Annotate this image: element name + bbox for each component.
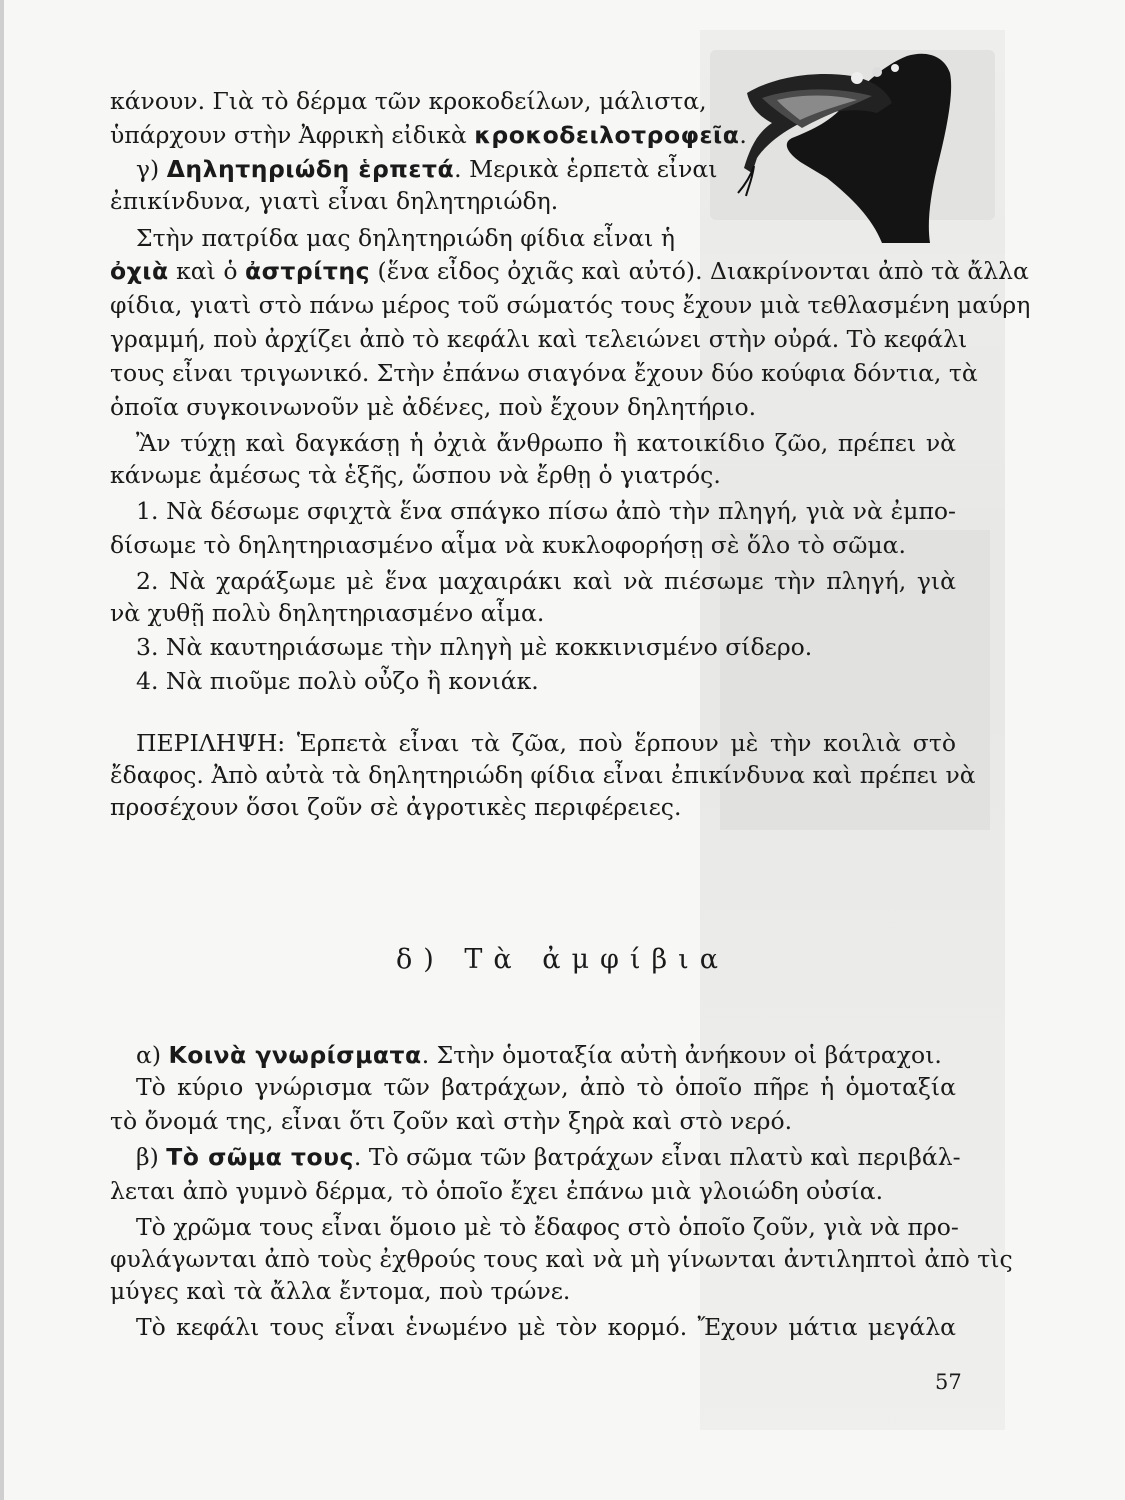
text-segment: . Μερικὰ ἑρπετὰ εἶναι [454, 155, 718, 183]
text-segment: καὶ ὁ [176, 257, 238, 285]
list-marker: α) [136, 1041, 162, 1069]
summary-line: προσέχουν ὅσοι ζοῦν σὲ ἀγροτικὲς περιφέρειες. [110, 793, 682, 821]
text-segment: . Στὴν ὁμοταξία αὐτὴ ἀνήκουν οἱ βάτραχοι. [421, 1041, 942, 1069]
list-item: 3. Νὰ καυτηριάσωμε τὴν πληγὴ μὲ κοκκινισμένο σίδερο. [136, 633, 813, 661]
summary-line: ΠΕΡΙΛΗΨΗ: Ἑρπετὰ εἶναι τὰ ζῶα, ποὺ ἕρπουν μὲ τὴν κοιλιὰ στὸ [136, 729, 956, 757]
text-line [110, 256, 1029, 286]
text-line: νὰ χυθῇ πολὺ δηλητηριασμένο αἷμα. [110, 599, 545, 627]
text-line: φυλάγωνται ἀπὸ τοὺς ἐχθρούς τους καὶ νὰ μὴ γίνωνται ἀντιληπτοὶ ἀπὸ τὶς [110, 1245, 1013, 1273]
bold-term: Δηλητηριώδη ἑρπετά [166, 155, 455, 183]
text-line: δίσωμε τὸ δηλητηριασμένο αἷμα νὰ κυκλοφορήσῃ σὲ ὅλο τὸ σῶμα. [110, 531, 907, 559]
text-line [110, 120, 747, 150]
text-line: φίδια, γιατὶ στὸ πάνω μέρος τοῦ σώματός τους ἔχουν μιὰ τεθλασμένη μαύρη [110, 291, 1031, 319]
text-segment: . [739, 121, 747, 149]
bold-term: ἀστρίτης [244, 257, 371, 285]
text-line: γραμμή, ποὺ ἀρχίζει ἀπὸ τὸ κεφάλι καὶ τελειώνει στὴν οὐρά. Τὸ κεφάλι [110, 325, 968, 353]
text-segment: ὑπάρχουν στὴν Ἀφρικὴ εἰδικὰ [110, 121, 467, 149]
snake-head-illustration [732, 48, 954, 243]
text-line: ὁποῖα συγκοινωνοῦν μὲ ἀδένες, ποὺ ἔχουν δηλητήριο. [110, 393, 757, 421]
text-line [136, 1040, 942, 1070]
list-marker: β) [136, 1143, 159, 1171]
text-line: Τὸ κύριο γνώρισμα τῶν βατράχων, ἀπὸ τὸ ὁποῖο πῆρε ἡ ὁμοταξία [136, 1073, 956, 1101]
bold-term: Τὸ σῶμα τους [166, 1143, 354, 1171]
text-line: Τὸ κεφάλι τους εἶναι ἑνωμένο μὲ τὸν κορμό. Ἔχουν μάτια μεγάλα [136, 1313, 956, 1341]
list-item: 1. Νὰ δέσωμε σφιχτὰ ἕνα σπάγκο πίσω ἀπὸ τὴν πληγή, γιὰ νὰ ἐμπο- [136, 497, 956, 525]
text-line [136, 154, 718, 184]
text-line: τους εἶναι τριγωνικό. Στὴν ἐπάνω σιαγόνα ἔχουν δύο κούφια δόντια, τὰ [110, 359, 978, 387]
text-segment: . Τὸ σῶμα τῶν βατράχων εἶναι πλατὺ καὶ περιβάλ- [353, 1143, 961, 1171]
list-item: 4. Νὰ πιοῦμε πολὺ οὖζο ἢ κονιάκ. [136, 667, 539, 695]
page-number: 57 [935, 1370, 962, 1394]
bold-term: ὀχιὰ [110, 257, 169, 285]
section-heading: δ) Τὰ ἀμφίβια [396, 944, 729, 975]
text-line: κάνουν. Γιὰ τὸ δέρμα τῶν κροκοδείλων, μάλιστα, [110, 87, 707, 115]
summary-line: ἔδαφος. Ἀπὸ αὐτὰ τὰ δηλητηριώδη φίδια εἶναι ἐπικίνδυνα καὶ πρέπει νὰ [110, 761, 976, 789]
text-line: ἐπικίνδυνα, γιατὶ εἶναι δηλητηριώδη. [110, 187, 559, 215]
text-line: Τὸ χρῶμα τους εἶναι ὅμοιο μὲ τὸ ἔδαφος στὸ ὁποῖο ζοῦν, γιὰ νὰ προ- [136, 1213, 959, 1241]
text-line: κάνωμε ἀμέσως τὰ ἑξῆς, ὥσπου νὰ ἔρθῃ ὁ γιατρός. [110, 461, 721, 489]
list-item: 2. Νὰ χαράξωμε μὲ ἕνα μαχαιράκι καὶ νὰ πιέσωμε τὴν πληγή, γιὰ [136, 567, 956, 595]
text-line: λεται ἀπὸ γυμνὸ δέρμα, τὸ ὁποῖο ἔχει ἐπάνω μιὰ γλοιώδη οὐσία. [110, 1177, 884, 1205]
bold-term: Κοινὰ γνωρίσματα [168, 1041, 422, 1069]
text-line: τὸ ὄνομά της, εἶναι ὅτι ζοῦν καὶ στὴν ξηρὰ καὶ στὸ νερό. [110, 1107, 793, 1135]
text-segment: (ἕνα εἶδος ὀχιᾶς καὶ αὐτό). Διακρίνονται ἀπὸ τὰ ἄλλα [377, 257, 1029, 285]
text-line: Ἂν τύχῃ καὶ δαγκάσῃ ἡ ὀχιὰ ἄνθρωπο ἢ κατοικίδιο ζῶο, πρέπει νὰ [136, 429, 956, 457]
scan-edge [0, 0, 4, 1500]
text-line: μύγες καὶ τὰ ἄλλα ἔντομα, ποὺ τρώνε. [110, 1277, 571, 1305]
list-marker: γ) [136, 155, 160, 183]
text-line: Στὴν πατρίδα μας δηλητηριώδη φίδια εἶναι ἡ [136, 224, 675, 252]
text-line [136, 1142, 961, 1172]
bold-term: κροκοδειλοτροφεῖα [474, 121, 740, 149]
